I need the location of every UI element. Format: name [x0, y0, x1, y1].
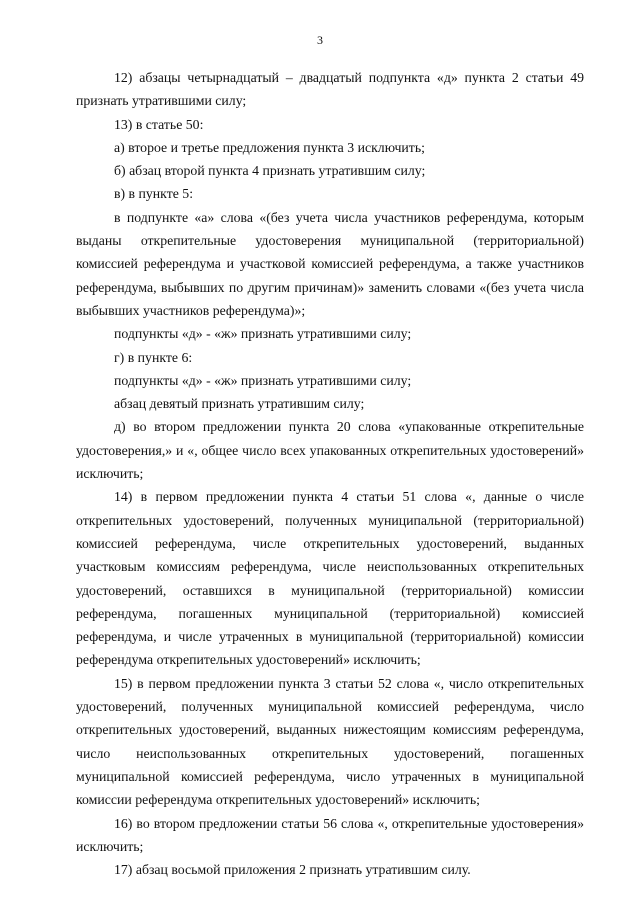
paragraph-12: 12) абзацы четырнадцатый – двадцатый подпункта «д» пункта 2 статьи 49 признать утратившими силу; — [76, 70, 584, 109]
paragraph-13g-ninth-abzac: абзац девятый признать утратившим силу; — [114, 396, 365, 412]
paragraph-13a: а) второе и третье предложения пункта 3 исключить; — [114, 139, 425, 155]
paragraph-17: 17) абзац восьмой приложения 2 признать утратившим силу. — [114, 862, 471, 878]
paragraph-13v-subpoint-a: в подпункте «а» слова «(без учета числа участников референдума, которым выданы открепительные удостоверения муниципальной (территориальной) комиссией референдума и участковой комиссией референдума, а также участников референдума, выбывших по другим причинам)» заменить словами «(без учета числа выбывших участников референдума)»; — [76, 209, 584, 318]
paragraph-15: 15) в первом предложении пункта 3 статьи 52 слова «, число открепительных удостоверений, полученных муниципальной комиссией референдума, число открепительных удостоверений, выданных нижестоящим комиссиям референдума, число неиспользованных открепительных удостоверений, погашенных муниципальной комиссией референдума, число утраченных в муниципальной комиссии референдума открепительных удостоверений» исключить; — [76, 675, 584, 808]
paragraph-14: 14) в первом предложении пункта 4 статьи 51 слова «, данные о числе открепительных удостоверений, полученных муниципальной (территориальной) комиссией референдума, числе открепительных удостоверений, выданных участковым комиссиям референдума, числе неиспользованных открепительных удостоверений, оставшихся в муниципальной (территориальной) комиссии референдума, погашенных муниципальной (территориальной) комиссией референдума, и числе утраченных в муниципальной (территориальной) комиссии референдума открепительных удостоверений» исключить; — [76, 489, 584, 668]
paragraph-13g-subpoints-d-zh: подпункты «д» - «ж» признать утратившими силу; — [114, 372, 412, 388]
page-number: 3 — [317, 33, 323, 47]
paragraph-13v-subpoints-d-zh: подпункты «д» - «ж» признать утратившими силу; — [114, 326, 412, 342]
paragraph-16: 16) во втором предложении статьи 56 слова «, открепительные удостоверения» исключить; — [76, 815, 584, 854]
paragraph-13: 13) в статье 50: — [114, 116, 204, 132]
paragraph-13d: д) во втором предложении пункта 20 слова «упакованные открепительные удостоверения,» и «, общее число всех упакованных открепительных удостоверений» исключить; — [76, 419, 584, 482]
paragraph-13g: г) в пункте 6: — [114, 349, 193, 365]
paragraph-13b: б) абзац второй пункта 4 признать утратившим силу; — [114, 163, 426, 179]
paragraph-13v: в) в пункте 5: — [114, 186, 194, 202]
document-body — [76, 66, 584, 881]
